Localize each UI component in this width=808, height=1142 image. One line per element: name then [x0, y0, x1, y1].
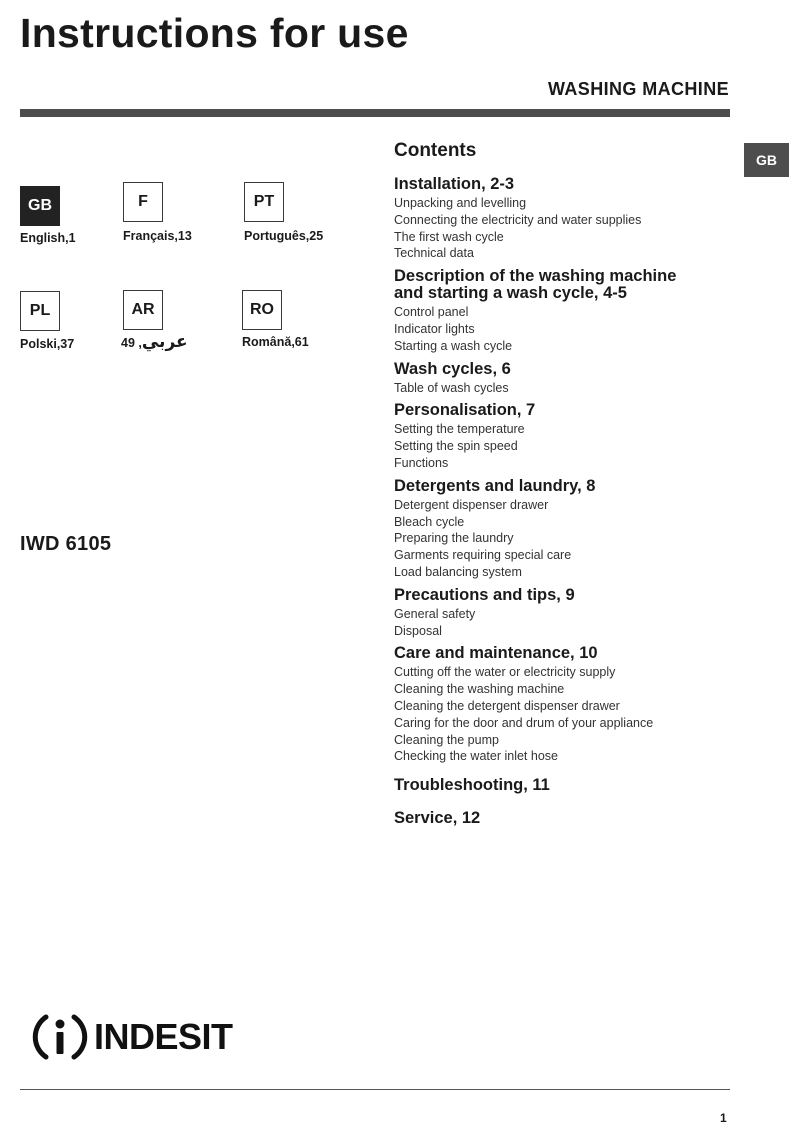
- toc-item[interactable]: Setting the temperature: [394, 422, 525, 437]
- lang-box-f[interactable]: F: [123, 182, 163, 222]
- toc-section-title[interactable]: Personalisation, 7: [394, 401, 536, 420]
- toc-item[interactable]: Cleaning the pump: [394, 732, 499, 747]
- lang-box-ar[interactable]: AR: [123, 290, 163, 330]
- toc-item[interactable]: Unpacking and levelling: [394, 196, 527, 210]
- toc-section: [394, 587, 734, 640]
- toc-item[interactable]: Setting the spin speed: [394, 439, 518, 454]
- toc-item[interactable]: Preparing the laundry: [394, 531, 514, 546]
- table-of-contents: [394, 176, 734, 833]
- toc-item[interactable]: Indicator lights: [394, 321, 475, 336]
- toc-section-title[interactable]: Service, 12: [394, 809, 481, 828]
- toc-section: [394, 268, 734, 354]
- header-rule: [20, 109, 730, 117]
- toc-item[interactable]: Caring for the door and drum of your appliance: [394, 715, 654, 730]
- toc-section-title[interactable]: Detergents and laundry, 8: [394, 476, 596, 495]
- lang-label-pl[interactable]: Polski,37: [20, 337, 75, 351]
- brand-logo: [32, 1009, 233, 1065]
- toc-section-title[interactable]: Description of the washing machine: [394, 267, 677, 286]
- lang-box-pl[interactable]: PL: [20, 291, 60, 331]
- toc-item[interactable]: The first wash cycle: [394, 229, 504, 244]
- brand-name: INDESIT: [94, 1016, 233, 1057]
- toc-section-title[interactable]: Precautions and tips, 9: [394, 585, 575, 604]
- toc-section-title[interactable]: Wash cycles, 6: [394, 359, 511, 378]
- toc-item[interactable]: Detergent dispenser drawer: [394, 497, 549, 512]
- toc-section-title[interactable]: Troubleshooting, 11: [394, 776, 550, 795]
- toc-item[interactable]: Load balancing system: [394, 564, 522, 579]
- toc-item[interactable]: Connecting the electricity and water supplies: [394, 212, 642, 227]
- contents-heading: Contents: [394, 140, 477, 161]
- toc-section-title[interactable]: Installation, 2-3: [394, 175, 515, 193]
- toc-item[interactable]: Cutting off the water or electricity supply: [394, 665, 616, 680]
- toc-item[interactable]: Bleach cycle: [394, 514, 465, 529]
- toc-item[interactable]: Garments requiring special care: [394, 548, 572, 563]
- toc-section: [394, 402, 734, 471]
- toc-item[interactable]: Disposal: [394, 623, 442, 638]
- lang-label-ro[interactable]: Română,61: [242, 335, 309, 349]
- toc-section: [394, 645, 734, 765]
- toc-item[interactable]: Table of wash cycles: [394, 380, 509, 395]
- footer-rule: [20, 1089, 730, 1090]
- toc-section-title[interactable]: Care and maintenance, 10: [394, 644, 598, 663]
- toc-item[interactable]: General safety: [394, 606, 476, 621]
- toc-section-title-cont[interactable]: and starting a wash cycle, 4-5: [394, 284, 627, 303]
- toc-section: [394, 176, 734, 262]
- lang-label-ar-script: عربي: [141, 332, 188, 352]
- toc-item[interactable]: Cleaning the washing machine: [394, 682, 565, 697]
- toc-section: [394, 810, 734, 827]
- toc-section: [394, 777, 734, 794]
- toc-item[interactable]: Control panel: [394, 305, 469, 320]
- toc-section: [394, 478, 734, 581]
- toc-item[interactable]: Cleaning the detergent dispenser drawer: [394, 698, 620, 713]
- model-number: IWD 6105: [20, 533, 112, 555]
- page-number: 1: [720, 1111, 727, 1125]
- language-side-tab: GB: [744, 143, 789, 177]
- lang-box-gb[interactable]: GB: [20, 186, 60, 226]
- lang-label-gb[interactable]: English,1: [20, 231, 76, 245]
- lang-label-f[interactable]: Français,13: [123, 229, 192, 243]
- lang-label-ar-page: , 49: [121, 336, 142, 350]
- toc-item[interactable]: Functions: [394, 455, 449, 470]
- lang-box-pt[interactable]: PT: [244, 182, 284, 222]
- lang-label-pt[interactable]: Português,25: [244, 229, 324, 243]
- toc-item[interactable]: Starting a wash cycle: [394, 338, 513, 353]
- document-title: Instructions for use: [20, 10, 409, 56]
- lang-label-ar[interactable]: [121, 332, 188, 352]
- toc-item[interactable]: Technical data: [394, 246, 474, 261]
- product-type: WASHING MACHINE: [548, 79, 729, 99]
- toc-item[interactable]: Checking the water inlet hose: [394, 749, 558, 764]
- toc-section: [394, 361, 734, 397]
- indesit-logo-icon: [32, 1009, 88, 1065]
- lang-box-ro[interactable]: RO: [242, 290, 282, 330]
